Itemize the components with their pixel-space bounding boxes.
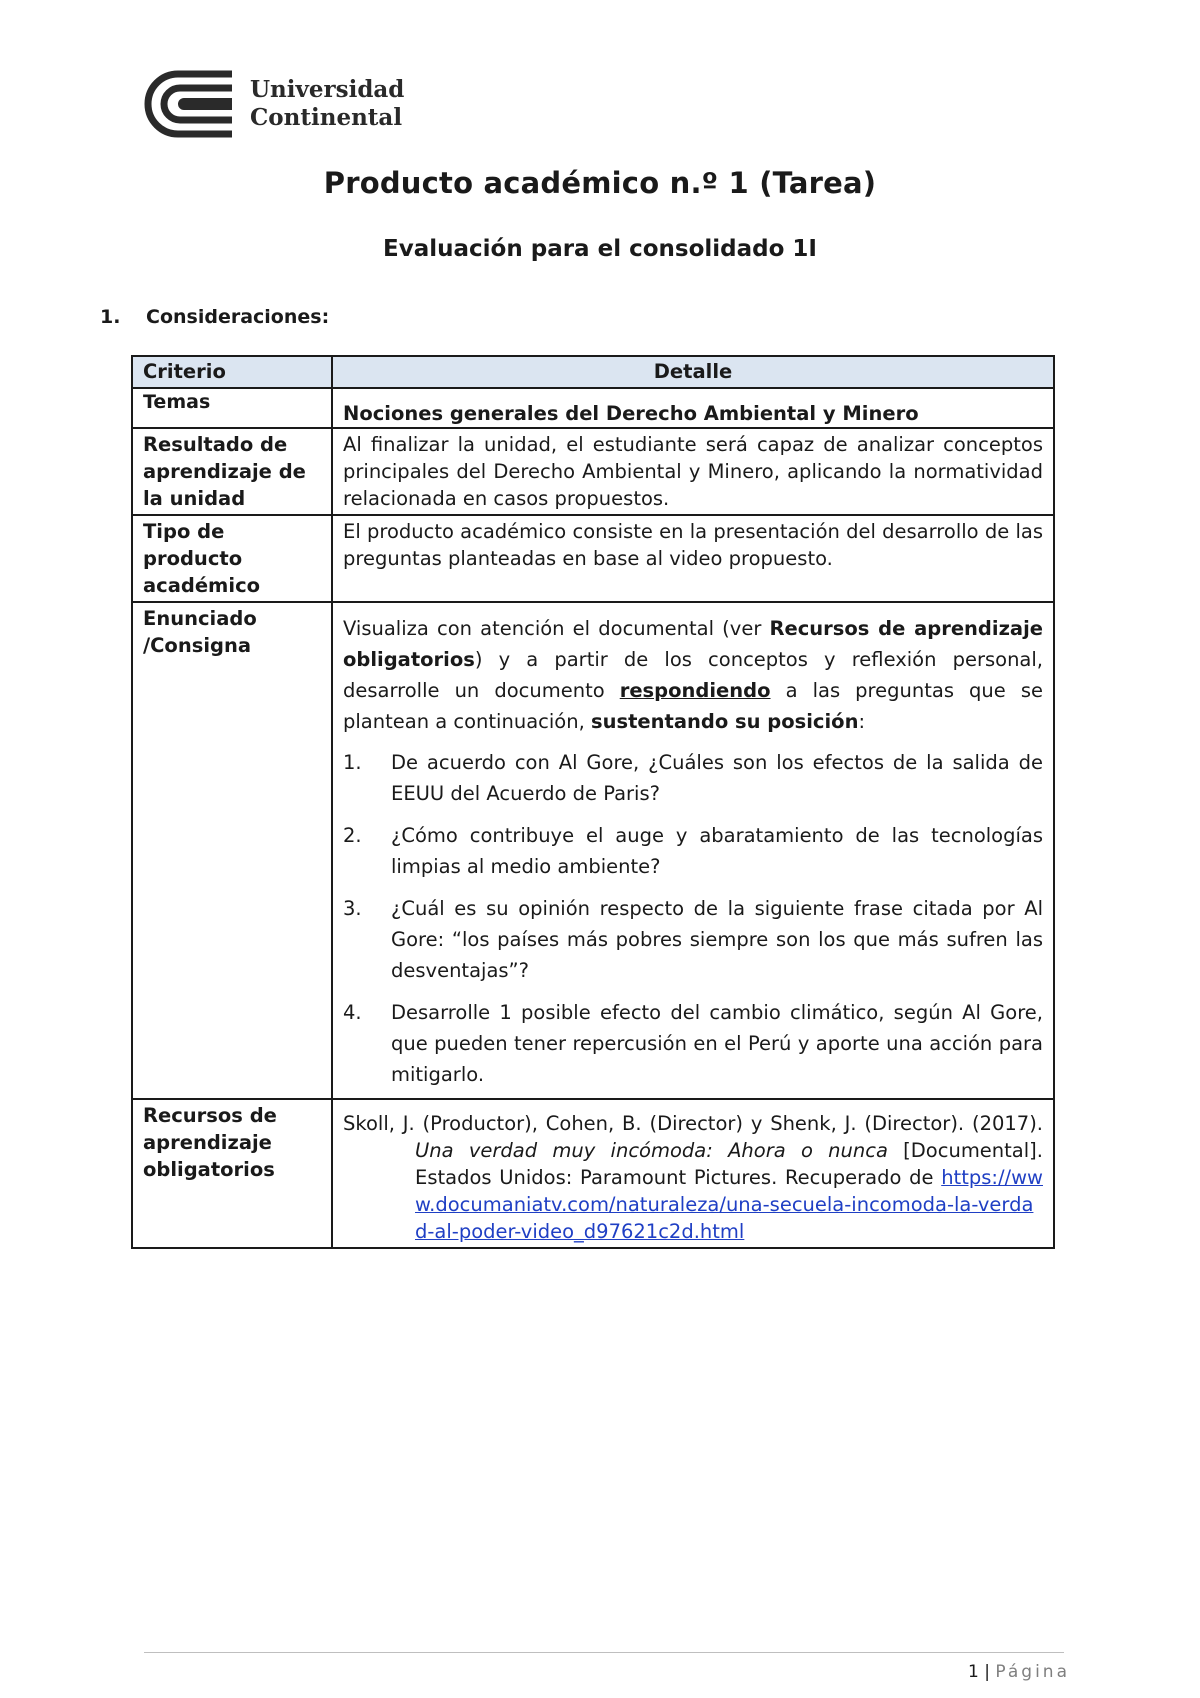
question-number: 3. <box>343 897 362 920</box>
question-number: 4. <box>343 1001 362 1024</box>
table-header-row <box>132 356 1054 388</box>
intro-bold-3: sustentando su posición <box>590 710 859 733</box>
page-number: 1 <box>968 1662 979 1682</box>
table-row-temas <box>132 388 1054 428</box>
question-text: Desarrolle 1 posible efecto del cambio climático, según Al Gore, que pueden tener repercusión en el Perú y aporte una acción para mitigarlo. <box>391 1001 1043 1086</box>
temas-value: Nociones generales del Derecho Ambiental y Minero <box>343 402 919 425</box>
row-label-resultado: Resultado de aprendizaje de la unidad <box>132 428 332 515</box>
row-label-enunciado: Enunciado /Consigna <box>132 602 332 1099</box>
question-text: ¿Cómo contribuye el auge y abaratamiento de las tecnologías limpias al medio ambiente? <box>391 824 1043 878</box>
page-label: Página <box>995 1662 1070 1682</box>
question-list <box>343 747 1043 1090</box>
row-label-recursos: Recursos de aprendizaje obligatorios <box>132 1099 332 1248</box>
table-row-enunciado <box>132 602 1054 1099</box>
question-item <box>343 893 1043 986</box>
row-detail-recursos <box>332 1099 1054 1248</box>
footer-divider <box>144 1652 1064 1653</box>
intro-text-1: Visualiza con atención el documental (ver <box>343 617 770 640</box>
document-subtitle: Evaluación para el consolidado 1I <box>383 236 817 262</box>
row-detail-enunciado <box>332 602 1054 1099</box>
question-number: 1. <box>343 751 362 774</box>
row-detail-resultado: Al finalizar la unidad, el estudiante será capaz de analizar conceptos principales del Derecho Ambiental y Minero, aplicando la normatividad relacionada en casos propuestos. <box>332 428 1054 515</box>
ref-authors: Skoll, J. (Productor), Cohen, B. (Director) y Shenk, J. (Director). (2017). <box>343 1112 1043 1135</box>
table-row-tipo <box>132 515 1054 602</box>
row-label-temas: Temas <box>132 388 332 428</box>
row-detail-tipo: El producto académico consiste en la presentación del desarrollo de las preguntas planteadas en base al video propuesto. <box>332 515 1054 602</box>
intro-text-2: ) y a partir de los conceptos y reflexión personal, desarrolle un documento <box>343 648 1043 702</box>
header-detalle: Detalle <box>332 356 1054 388</box>
reference-entry <box>343 1102 1043 1245</box>
university-name <box>250 76 404 132</box>
question-number: 2. <box>343 824 362 847</box>
ref-title: Una verdad muy incómoda: Ahora o nunca <box>415 1139 888 1162</box>
intro-bold-1: Recursos de aprendizaje obligatorios <box>343 617 1043 671</box>
question-item <box>343 997 1043 1090</box>
criteria-table <box>131 355 1055 1249</box>
intro-text-3: a las preguntas que se plantean a continuación, <box>343 679 1043 733</box>
university-logo-icon <box>144 70 236 138</box>
page-footer <box>968 1662 1070 1682</box>
section-heading <box>100 306 329 328</box>
section-label: Consideraciones: <box>146 306 330 328</box>
enunciado-intro <box>343 613 1043 737</box>
question-text: De acuerdo con Al Gore, ¿Cuáles son los efectos de la salida de EEUU del Acuerdo de Paris? <box>391 751 1043 805</box>
footer-separator: | <box>984 1662 990 1682</box>
intro-bold-2: respondiendo <box>619 679 771 702</box>
question-item <box>343 820 1043 882</box>
row-detail-temas <box>332 388 1054 428</box>
logo-line-2: Continental <box>250 104 403 131</box>
section-number: 1. <box>100 306 121 328</box>
table-row-recursos <box>132 1099 1054 1248</box>
row-label-tipo: Tipo de producto académico <box>132 515 332 602</box>
intro-text-4: : <box>858 710 866 733</box>
document-title: Producto académico n.º 1 (Tarea) <box>323 166 877 200</box>
ref-source: [Documental]. Estados Unidos: Paramount Pictures. Recuperado de <box>415 1139 1043 1189</box>
question-item <box>343 747 1043 809</box>
university-logo <box>144 70 404 138</box>
table-row-resultado <box>132 428 1054 515</box>
question-text: ¿Cuál es su opinión respecto de la siguiente frase citada por Al Gore: “los países más pobres siempre son los que más sufren las desventajas”? <box>391 897 1043 982</box>
header-criterio: Criterio <box>132 356 332 388</box>
ref-link[interactable]: https://www.documaniatv.com/naturaleza/una-secuela-incomoda-la-verdad-al-poder-video_d97621c2d.html <box>415 1166 1043 1243</box>
logo-line-1: Universidad <box>250 76 405 103</box>
